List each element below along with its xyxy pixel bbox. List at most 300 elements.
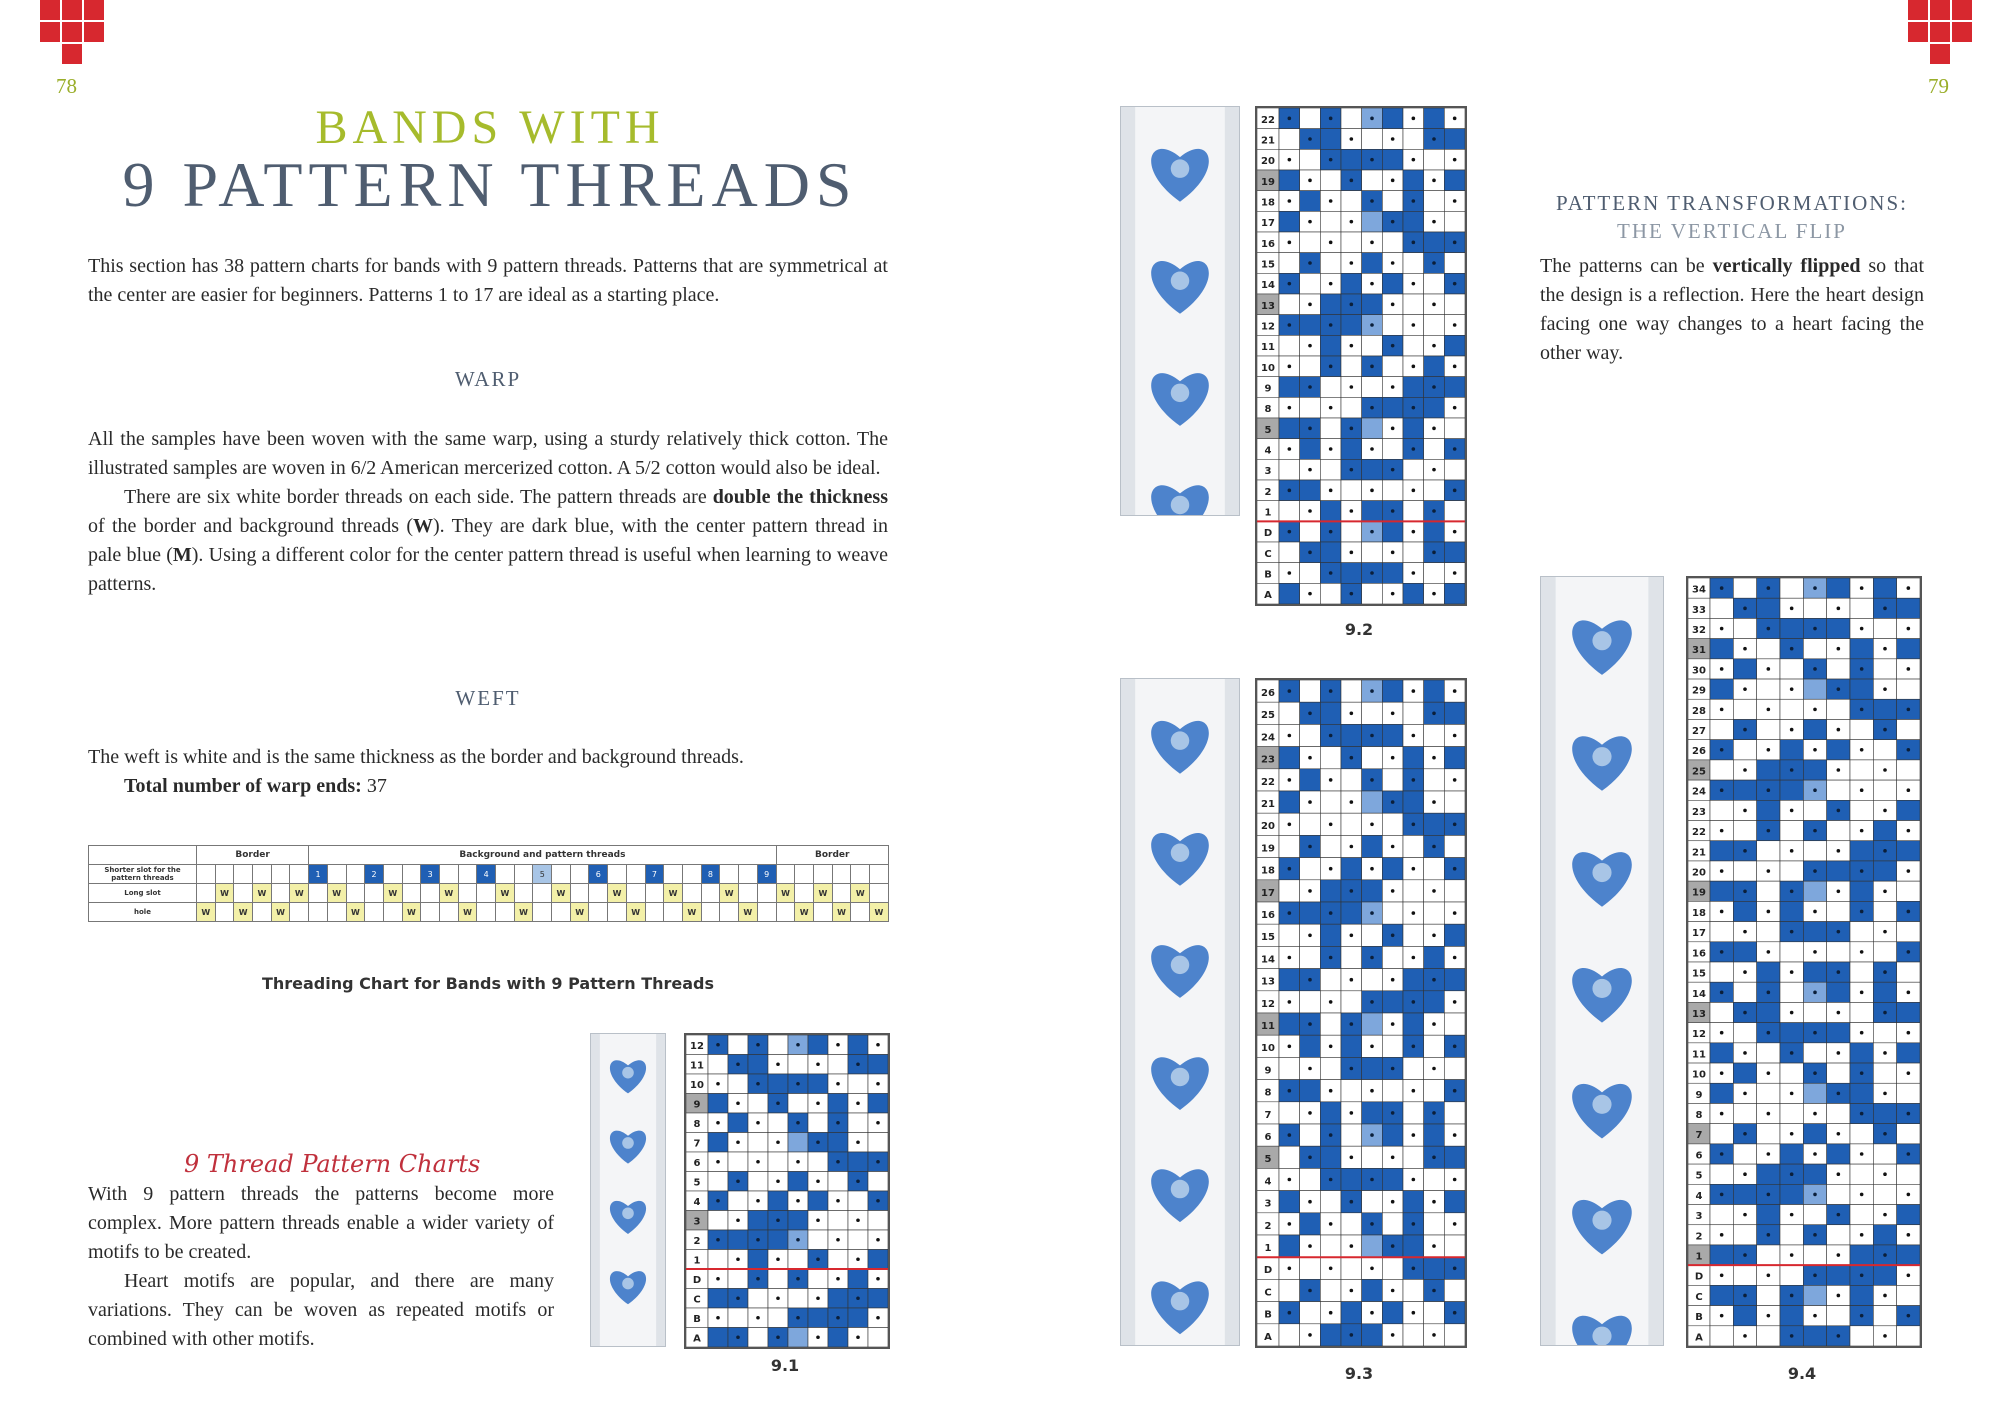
grid-cell [1320, 377, 1341, 398]
grid-cell [1320, 542, 1341, 563]
grid-dot [1432, 551, 1436, 555]
pattern-grid [1688, 578, 1920, 1346]
table-cell [814, 865, 833, 884]
grid-dot [1907, 991, 1911, 995]
grid-dot [1767, 910, 1771, 914]
grid-dot [1350, 1111, 1354, 1115]
grid-dot [1790, 1011, 1794, 1015]
grid-cell [1320, 294, 1341, 315]
grid-dot [1432, 1244, 1436, 1248]
row-label: 6 [1264, 1131, 1272, 1143]
grid-cell [1780, 982, 1803, 1002]
grid-dot [1288, 365, 1292, 369]
woven-sample-9-3 [1120, 678, 1240, 1346]
grid-cell [1403, 1146, 1424, 1168]
grid-cell [1850, 719, 1873, 739]
row-label: A [693, 1333, 701, 1345]
grid-cell [1827, 1306, 1850, 1326]
grid-dot [1391, 1200, 1395, 1204]
grid-dot [776, 1218, 780, 1222]
row-label: 24 [1692, 786, 1706, 798]
row-label: 28 [1692, 705, 1706, 717]
grid-dot [816, 1257, 820, 1261]
pattern-charts-section [88, 1180, 554, 1354]
grid-cell [1382, 315, 1403, 336]
table-cell [776, 865, 795, 884]
grid-dot [1883, 889, 1887, 893]
grid-dot [1412, 117, 1416, 121]
table-row-label: Long slot [89, 884, 197, 903]
grid-cell [1382, 1302, 1403, 1324]
grid-dot [1391, 509, 1395, 513]
w-cell: W [720, 884, 739, 903]
grid-cell [848, 1269, 868, 1289]
grid-cell [1424, 315, 1445, 336]
grid-dot [1308, 712, 1312, 716]
grid-cell [1279, 1102, 1300, 1124]
grid-cell [1279, 1324, 1300, 1346]
grid-cell [1873, 659, 1896, 679]
grid-dot [816, 1101, 820, 1105]
grid-dot [1883, 849, 1887, 853]
grid-cell [1424, 769, 1445, 791]
grid-dot [1790, 607, 1794, 611]
grid-dot [1790, 647, 1794, 651]
pattern-charts-para-1: With 9 pattern threads the patterns become more complex. More pattern threads enable a wider variety of motifs to be created. [88, 1183, 554, 1263]
grid-dot [1720, 788, 1724, 792]
grid-dot [1350, 1156, 1354, 1160]
grid-cell [1780, 1225, 1803, 1245]
grid-dot [1907, 1031, 1911, 1035]
grid-cell [1424, 439, 1445, 460]
pattern-grid [1257, 108, 1465, 604]
grid-cell [1873, 901, 1896, 921]
grid-dot [1308, 978, 1312, 982]
grid-cell [1827, 1265, 1850, 1285]
grid-cell [1803, 760, 1826, 780]
grid-dot [876, 1238, 880, 1242]
row-label: 17 [1261, 887, 1275, 899]
grid-cell [1300, 724, 1321, 746]
row-label: 3 [1264, 1198, 1272, 1210]
grid-dot [1767, 667, 1771, 671]
grid-dot [1907, 829, 1911, 833]
grid-dot [1308, 261, 1312, 265]
grid-dot [1453, 1311, 1457, 1315]
grid-dot [1412, 1133, 1416, 1137]
grid-dot [1288, 1311, 1292, 1315]
motif-center [1171, 1068, 1190, 1087]
threading-chart [88, 845, 888, 922]
grid-dot [1308, 427, 1312, 431]
grid-dot [1453, 823, 1457, 827]
grid-cell [1827, 901, 1850, 921]
grid-dot [1453, 1133, 1457, 1137]
row-label: 22 [1261, 776, 1275, 788]
grid-dot [1837, 1253, 1841, 1257]
red-squares-icon [40, 0, 104, 64]
motif-center [622, 1137, 634, 1149]
w-cell: W [514, 903, 533, 922]
row-label: 15 [1261, 259, 1275, 271]
grid-cell [1873, 1144, 1896, 1164]
grid-dot [876, 1199, 880, 1203]
grid-dot [1907, 1071, 1911, 1075]
grid-dot [1391, 592, 1395, 596]
grid-dot [1391, 427, 1395, 431]
motif-center [1171, 1180, 1190, 1199]
corner-logo-right [1908, 0, 1972, 64]
grid-cell [1300, 439, 1321, 460]
grid-cell [828, 1055, 848, 1075]
grid-cell [1733, 618, 1756, 638]
grid-dot [756, 1316, 760, 1320]
motif-center [622, 1207, 634, 1219]
motif-center [1171, 496, 1190, 515]
grid-dot [1412, 1000, 1416, 1004]
grid-cell [1362, 1235, 1383, 1257]
row-label: 7 [1264, 1109, 1272, 1121]
grid-cell [1424, 902, 1445, 924]
grid-dot [716, 1199, 720, 1203]
grid-dot [1432, 220, 1436, 224]
grid-cell [1827, 1023, 1850, 1043]
row-label: 27 [1692, 726, 1706, 738]
grid-cell [1362, 542, 1383, 563]
grid-dot [856, 1101, 860, 1105]
grid-dot [1743, 1092, 1747, 1096]
grid-dot [1391, 934, 1395, 938]
grid-dot [1907, 950, 1911, 954]
table-row-label: Shorter slot for the pattern threads [89, 865, 197, 884]
grid-cell [1827, 1184, 1850, 1204]
row-label: 19 [1692, 887, 1706, 899]
grid-cell [1424, 149, 1445, 170]
grid-cell [1780, 578, 1803, 598]
grid-dot [1350, 845, 1354, 849]
grid-cell [728, 1113, 748, 1133]
grid-dot [1813, 1031, 1817, 1035]
grid-cell [1320, 418, 1341, 439]
grid-dot [1837, 1011, 1841, 1015]
grid-dot [1790, 930, 1794, 934]
w-cell: W [552, 884, 571, 903]
grid-dot [1329, 1311, 1333, 1315]
grid-cell [1803, 922, 1826, 942]
grid-cell [1780, 1023, 1803, 1043]
grid-cell [1444, 1324, 1465, 1346]
motif-center [1592, 1095, 1611, 1114]
grid-cell [1873, 578, 1896, 598]
row-label: D [1263, 1265, 1273, 1277]
grid-cell [748, 1211, 768, 1231]
grid-cell [1279, 880, 1300, 902]
grid-dot [1288, 1089, 1292, 1093]
grid-dot [856, 1296, 860, 1300]
table-cell [253, 865, 272, 884]
grid-cell [1403, 924, 1424, 946]
grid-cell [1300, 991, 1321, 1013]
grid-cell [1850, 1002, 1873, 1022]
grid-dot [836, 1277, 840, 1281]
grid-cell [1279, 335, 1300, 356]
table-cell [589, 884, 608, 903]
grid-dot [1813, 667, 1817, 671]
grid-dot [1453, 489, 1457, 493]
grid-dot [1743, 607, 1747, 611]
grid-dot [796, 1199, 800, 1203]
grid-cell [1710, 922, 1733, 942]
table-cell [309, 884, 328, 903]
grid-dot [1412, 489, 1416, 493]
w-cell: W [197, 903, 216, 922]
table-cell [290, 865, 309, 884]
grid-cell [1827, 740, 1850, 760]
grid-dot [1412, 1311, 1416, 1315]
w-cell: W [832, 903, 851, 922]
grid-cell [1362, 418, 1383, 439]
grid-dot [1308, 1067, 1312, 1071]
grid-dot [1370, 530, 1374, 534]
grid-dot [1370, 323, 1374, 327]
table-cell [682, 865, 701, 884]
grid-cell [808, 1269, 828, 1289]
grid-cell [728, 1152, 748, 1172]
warp-w-code: W [413, 515, 433, 537]
grid-cell [1444, 702, 1465, 724]
grid-dot [1813, 708, 1817, 712]
grid-cell [1733, 901, 1756, 921]
table-cell [197, 865, 216, 884]
grid-dot [876, 1316, 880, 1320]
motif-center [1171, 731, 1190, 750]
grid-cell [1897, 598, 1920, 618]
grid-cell [1424, 680, 1445, 702]
grid-cell [1279, 542, 1300, 563]
row-label: 13 [1692, 1008, 1706, 1020]
grid-cell [1382, 858, 1403, 880]
grid-cell [1444, 1102, 1465, 1124]
grid-cell [1320, 924, 1341, 946]
grid-dot [1453, 571, 1457, 575]
grid-dot [1350, 261, 1354, 265]
grid-dot [1308, 1156, 1312, 1160]
grid-dot [1883, 1334, 1887, 1338]
grid-dot [1370, 778, 1374, 782]
warp-text-a: There are six white border threads on each side. The pattern threads are [124, 486, 713, 508]
grid-dot [1432, 978, 1436, 982]
grid-dot [736, 1218, 740, 1222]
table-cell [664, 903, 683, 922]
grid-cell [1424, 356, 1445, 377]
grid-cell [1733, 699, 1756, 719]
grid-cell [1757, 881, 1780, 901]
grid-cell [1382, 563, 1403, 584]
grid-cell [1382, 521, 1403, 542]
grid-cell [1424, 858, 1445, 880]
grid-cell [1873, 942, 1896, 962]
grid-cell [1897, 881, 1920, 901]
grid-dot [1391, 1156, 1395, 1160]
w-cell: W [439, 884, 458, 903]
grid-dot [1837, 889, 1841, 893]
grid-dot [1432, 1022, 1436, 1026]
grid-cell [1733, 1063, 1756, 1083]
grid-dot [1837, 930, 1841, 934]
grid-dot [1743, 1132, 1747, 1136]
grid-dot [1329, 117, 1333, 121]
grid-dot [1370, 1311, 1374, 1315]
grid-cell [1341, 813, 1362, 835]
grid-cell [1757, 1164, 1780, 1184]
title-line-1: BANDS WITH [315, 101, 665, 154]
grid-dot [1883, 1294, 1887, 1298]
grid-dot [1412, 1089, 1416, 1093]
grid-cell [1424, 813, 1445, 835]
grid-cell [1362, 583, 1383, 604]
grid-dot [1907, 667, 1911, 671]
pattern-thread-cell: 5 [533, 865, 552, 884]
grid-cell [1403, 542, 1424, 563]
table-cell [533, 903, 552, 922]
grid-cell [1897, 1285, 1920, 1305]
grid-dot [1329, 734, 1333, 738]
grid-dot [1743, 809, 1747, 813]
table-cell [814, 903, 833, 922]
grid-cell [1362, 1191, 1383, 1213]
grid-cell [1320, 1324, 1341, 1346]
grid-dot [1350, 385, 1354, 389]
row-label: 14 [1261, 954, 1275, 966]
table-cell [346, 884, 365, 903]
grid-cell [1403, 294, 1424, 315]
grid-dot [1883, 768, 1887, 772]
row-label: 7 [1695, 1130, 1703, 1142]
page-number-left: 78 [56, 74, 77, 98]
grid-cell [1362, 969, 1383, 991]
pattern-grid [686, 1035, 888, 1347]
grid-cell [1873, 1023, 1896, 1043]
table-cell [645, 884, 664, 903]
row-label: 12 [1692, 1029, 1706, 1041]
grid-dot [1329, 1045, 1333, 1049]
grid-dot [1391, 1244, 1395, 1248]
grid-cell [1757, 598, 1780, 618]
grid-cell [1382, 480, 1403, 501]
grid-dot [1907, 1233, 1911, 1237]
grid-cell [1279, 1013, 1300, 1035]
grid-cell [1382, 273, 1403, 294]
warp-para-2 [88, 483, 888, 599]
grid-cell [1757, 800, 1780, 820]
grid-dot [1860, 1193, 1864, 1197]
grid-cell [1279, 1191, 1300, 1213]
table-cell [870, 884, 889, 903]
table-cell [234, 865, 253, 884]
grid-dot [1813, 991, 1817, 995]
grid-cell [1850, 760, 1873, 780]
grid-cell [1382, 356, 1403, 377]
grid-dot [736, 1062, 740, 1066]
grid-cell [1733, 982, 1756, 1002]
table-cell [738, 865, 757, 884]
grid-cell [868, 1133, 888, 1153]
row-label: 4 [1264, 445, 1272, 457]
grid-dot [1883, 647, 1887, 651]
grid-dot [1412, 1178, 1416, 1182]
grid-cell [1897, 1083, 1920, 1103]
grid-cell [1403, 747, 1424, 769]
grid-dot [1453, 282, 1457, 286]
grid-cell [1362, 294, 1383, 315]
grid-dot [1453, 199, 1457, 203]
grid-dot [1883, 930, 1887, 934]
grid-dot [1432, 592, 1436, 596]
grid-dot [1432, 385, 1436, 389]
row-label: 5 [1264, 1154, 1272, 1166]
grid-cell [1403, 880, 1424, 902]
grid-cell [1780, 901, 1803, 921]
grid-cell [768, 1152, 788, 1172]
grid-cell [1710, 1285, 1733, 1305]
grid-dot [716, 1277, 720, 1281]
row-label: 20 [1261, 156, 1275, 168]
table-cell [365, 884, 384, 903]
grid-dot [1837, 607, 1841, 611]
grid-dot [1329, 1222, 1333, 1226]
grid-dot [1412, 241, 1416, 245]
grid-dot [1391, 344, 1395, 348]
grid-dot [776, 1101, 780, 1105]
grid-cell [1403, 702, 1424, 724]
grid-dot [1883, 607, 1887, 611]
row-label: 11 [1692, 1049, 1706, 1061]
grid-cell [1444, 1013, 1465, 1035]
grid-cell [1300, 521, 1321, 542]
grid-dot [1432, 712, 1436, 716]
grid-cell [768, 1230, 788, 1250]
grid-dot [1432, 1156, 1436, 1160]
grid-cell [1444, 542, 1465, 563]
grid-dot [1883, 1051, 1887, 1055]
grid-cell [808, 1191, 828, 1211]
grid-cell [768, 1191, 788, 1211]
grid-cell [1873, 821, 1896, 841]
grid-cell [1873, 1103, 1896, 1123]
table-cell [552, 865, 571, 884]
table-cell [757, 903, 776, 922]
grid-dot [1453, 406, 1457, 410]
grid-dot [776, 1257, 780, 1261]
grid-dot [1350, 592, 1354, 596]
w-cell: W [253, 884, 272, 903]
table-cell [290, 903, 309, 922]
grid-cell [1897, 1245, 1920, 1265]
row-label: C [1264, 548, 1272, 560]
grid-dot [1308, 1333, 1312, 1337]
row-label: 2 [1264, 486, 1272, 498]
grid-cell [1757, 1326, 1780, 1346]
grid-dot [1412, 778, 1416, 782]
table-cell [215, 903, 234, 922]
grid-dot [1432, 756, 1436, 760]
grid-dot [1370, 117, 1374, 121]
grid-dot [1412, 365, 1416, 369]
warp-ends-total [88, 772, 888, 801]
grid-cell [1803, 719, 1826, 739]
grid-dot [1907, 1273, 1911, 1277]
row-label: 16 [1261, 238, 1275, 250]
